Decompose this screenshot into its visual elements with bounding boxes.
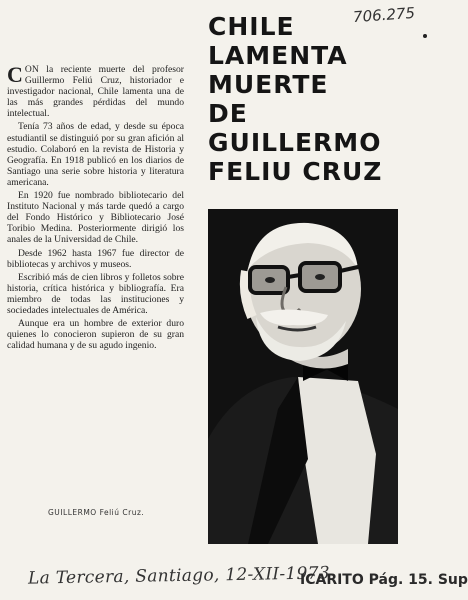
article-paragraph: En 1920 fue nombrado bibliotecario del Instituto Nacional y más tarde quedó a cargo del Fondo Histórico y Bibliotecario José Toribio Medina. Posteriormente dirigió los anales de la Universidad de Chile. (7, 190, 184, 246)
portrait-photo (208, 209, 398, 544)
headline-line: DE (208, 99, 248, 128)
headline-line: MUERTE (208, 70, 329, 99)
headline-line: CHILE (208, 12, 295, 41)
drop-cap: C (7, 62, 23, 87)
article-paragraph: Desde 1962 hasta 1967 fue director de bibliotecas y archivos y museos. (7, 247, 184, 270)
headline-line: GUILLERMO (208, 128, 382, 157)
handwritten-catalog-number: 706.275 (352, 3, 416, 27)
handwritten-source-note: La Tercera, Santiago, 12-XII-1973 (27, 563, 331, 589)
article-paragraph: Escribió más de cien libros y folletos sobre historia, crítica histórica y bibliografía. Era miembro de todas las instituciones y sociedades intelectuales de América. (7, 271, 184, 316)
headline (208, 12, 433, 186)
article-paragraph: Aunque era un hombre de exterior duro quienes lo conocieron supieron de su gran calidad humana y de su agudo ingenio. (7, 318, 184, 352)
headline-line: LAMENTA (208, 41, 348, 70)
ink-dot (423, 34, 427, 38)
source-stamp: ICARITO Pág. 15. Sup (300, 572, 468, 588)
photo-caption: GUILLERMO Feliú Cruz. (48, 508, 145, 517)
article-paragraph: CON la reciente muerte del profesor Guillermo Feliú Cruz, historiador e investigador nacional, Chile lamenta una de las más grandes pérdidas del mundo intelectual. (7, 62, 184, 120)
article-paragraph: Tenía 73 años de edad, y desde su época estudiantil se distinguió por su gran afición al estudio. Colaboró en la revista de Historia y Geografía. En 1918 publicó en los diarios de Santiago una serie sobre historia y literatura americana. (7, 121, 184, 188)
article-body (7, 64, 184, 353)
headline-line: FELIU CRUZ (208, 157, 383, 186)
portrait-illustration (208, 209, 398, 544)
